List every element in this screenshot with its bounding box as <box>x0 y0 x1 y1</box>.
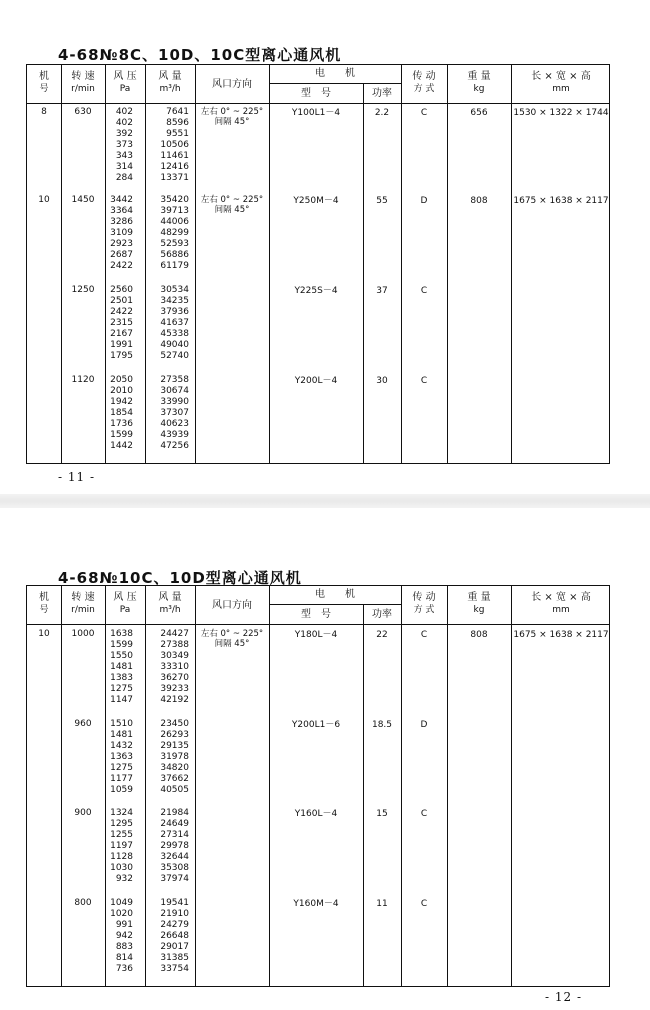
header-dims-line1: 长 × 宽 × 高 <box>531 71 591 82</box>
header-no <box>27 591 61 617</box>
header-no-line2: 号 <box>39 84 49 94</box>
header-pressure-line2: Pa <box>119 84 131 94</box>
motor-power: 15 <box>376 809 388 819</box>
flow-value: 7641 <box>166 107 189 117</box>
header-no-line2: 号 <box>39 605 49 615</box>
fan-no: 10 <box>38 629 50 639</box>
column-divider <box>401 586 402 986</box>
flow-value: 52740 <box>160 351 189 361</box>
pressure-value: 2422 <box>110 261 133 271</box>
flow-value: 21910 <box>160 909 189 919</box>
page-12 <box>0 505 650 1010</box>
column-divider <box>195 586 196 986</box>
motor-sub-divider <box>269 604 401 605</box>
pressure-value: 1795 <box>110 351 133 361</box>
outlet-range: 左右 0° ~ 225° <box>200 195 264 205</box>
flow-value: 45338 <box>160 329 189 339</box>
header-speed <box>61 70 105 96</box>
flow-value: 31385 <box>160 953 189 963</box>
pressure-value: 942 <box>115 931 133 941</box>
pressure-value: 1854 <box>110 408 133 418</box>
motor-model: Y180L－4 <box>294 630 338 640</box>
header-flow-line1: 风 量 <box>158 592 182 603</box>
pressure-value: 1432 <box>110 741 133 751</box>
fan-spec-table <box>26 585 610 987</box>
header-dims <box>511 591 611 617</box>
pressure-list <box>107 719 133 796</box>
pressure-value: 402 <box>115 118 133 128</box>
pressure-value: 1049 <box>110 898 133 908</box>
weight-value: 656 <box>470 108 488 118</box>
flow-list <box>147 195 189 272</box>
motor-model: Y250M－4 <box>293 196 339 206</box>
header-drive <box>401 591 447 617</box>
flow-value: 29017 <box>160 942 189 952</box>
header-drive <box>401 70 447 96</box>
header-no <box>27 70 61 96</box>
header-speed-line1: 转 速 <box>71 71 95 82</box>
flow-value: 39713 <box>160 206 189 216</box>
pressure-value: 343 <box>115 151 133 161</box>
header-no-line1: 机 <box>39 592 49 603</box>
speed-value: 960 <box>74 719 92 729</box>
column-divider <box>195 65 196 463</box>
flow-value: 36270 <box>160 673 189 683</box>
drive-type: C <box>420 108 428 118</box>
flow-value: 27388 <box>160 640 189 650</box>
flow-value: 21984 <box>160 808 189 818</box>
pressure-value: 1736 <box>110 419 133 429</box>
flow-value: 29135 <box>160 741 189 751</box>
pressure-list <box>107 195 133 272</box>
speed-value: 1120 <box>71 375 95 385</box>
weight-value: 808 <box>470 196 488 206</box>
outlet-range: 左右 0° ~ 225° <box>200 629 264 639</box>
pressure-value: 1295 <box>110 819 133 829</box>
outlet-range: 左右 0° ~ 225° <box>200 107 264 117</box>
flow-value: 24427 <box>160 629 189 639</box>
header-pressure-line1: 风 压 <box>113 592 137 603</box>
header-speed-line1: 转 速 <box>71 592 95 603</box>
header-weight-line1: 重 量 <box>467 592 491 603</box>
column-divider <box>447 586 448 986</box>
flow-value: 26293 <box>160 730 189 740</box>
header-drive-line1: 传 动 <box>412 71 436 82</box>
flow-list <box>147 107 189 184</box>
flow-value: 61179 <box>160 261 189 271</box>
flow-value: 33990 <box>160 397 189 407</box>
motor-power: 18.5 <box>371 720 393 730</box>
flow-list <box>147 285 189 362</box>
flow-list <box>147 898 189 975</box>
column-divider <box>105 65 106 463</box>
pressure-value: 392 <box>115 129 133 139</box>
flow-value: 33754 <box>160 964 189 974</box>
dimensions-value: 1530 × 1322 × 1744 <box>513 108 609 118</box>
page-number: - 11 - <box>58 470 96 484</box>
column-divider <box>269 65 270 463</box>
page-11 <box>0 0 650 496</box>
header-outlet: 风口方向 <box>212 600 252 611</box>
pressure-value: 373 <box>115 140 133 150</box>
pressure-value: 1599 <box>110 640 133 650</box>
drive-type: C <box>420 809 428 819</box>
header-dims-line2: mm <box>552 605 570 615</box>
pressure-value: 1275 <box>110 763 133 773</box>
motor-power: 37 <box>376 286 388 296</box>
pressure-value: 314 <box>115 162 133 172</box>
drive-type: D <box>420 720 428 730</box>
flow-list <box>147 629 189 706</box>
drive-type: C <box>420 286 428 296</box>
pressure-value: 932 <box>115 874 133 884</box>
pressure-value: 2315 <box>110 318 133 328</box>
pressure-value: 1383 <box>110 673 133 683</box>
header-drive-line1: 传 动 <box>412 592 436 603</box>
flow-value: 30349 <box>160 651 189 661</box>
pressure-value: 1638 <box>110 629 133 639</box>
header-weight-line2: kg <box>473 84 485 94</box>
header-motor: 电 机 <box>315 589 355 600</box>
column-divider <box>511 65 512 463</box>
column-divider <box>145 586 146 986</box>
flow-value: 37662 <box>160 774 189 784</box>
pressure-value: 1510 <box>110 719 133 729</box>
header-power: 功率 <box>372 609 392 620</box>
pressure-value: 284 <box>115 173 133 183</box>
flow-value: 30674 <box>160 386 189 396</box>
flow-value: 9551 <box>166 129 189 139</box>
weight-value: 808 <box>470 630 488 640</box>
header-weight-line1: 重 量 <box>467 71 491 82</box>
motor-model: Y160M－4 <box>293 899 339 909</box>
flow-value: 42192 <box>160 695 189 705</box>
header-drive-line2: 方 式 <box>413 605 435 615</box>
header-model: 型 号 <box>301 609 331 620</box>
pressure-value: 2923 <box>110 239 133 249</box>
header-flow <box>145 591 195 617</box>
motor-power: 30 <box>376 376 388 386</box>
page-number: - 12 - <box>545 990 583 1004</box>
flow-value: 10506 <box>160 140 189 150</box>
header-pressure <box>105 591 145 617</box>
speed-value: 1450 <box>71 195 95 205</box>
flow-value: 43939 <box>160 430 189 440</box>
column-divider <box>61 65 62 463</box>
column-divider <box>511 586 512 986</box>
fan-no: 10 <box>38 195 50 205</box>
flow-value: 29978 <box>160 841 189 851</box>
flow-value: 26648 <box>160 931 189 941</box>
flow-value: 41637 <box>160 318 189 328</box>
flow-value: 37936 <box>160 307 189 317</box>
header-flow-line2: m³/h <box>159 605 181 615</box>
table-title: 4-68№10C、10D型离心通风机 <box>58 569 302 587</box>
pressure-value: 3286 <box>110 217 133 227</box>
pressure-value: 991 <box>115 920 133 930</box>
flow-value: 40505 <box>160 785 189 795</box>
header-dims-line2: mm <box>552 84 570 94</box>
column-divider <box>145 65 146 463</box>
speed-value: 800 <box>74 898 92 908</box>
flow-value: 48299 <box>160 228 189 238</box>
pressure-value: 1177 <box>110 774 133 784</box>
pressure-value: 814 <box>115 953 133 963</box>
dimensions-value: 1675 × 1638 × 2117 <box>513 630 609 640</box>
header-power: 功率 <box>372 88 392 99</box>
header-weight-line2: kg <box>473 605 485 615</box>
flow-value: 13371 <box>160 173 189 183</box>
motor-model: Y100L1－4 <box>291 108 341 118</box>
flow-value: 27314 <box>160 830 189 840</box>
speed-value: 1250 <box>71 285 95 295</box>
header-dims-line1: 长 × 宽 × 高 <box>531 592 591 603</box>
pressure-value: 1030 <box>110 863 133 873</box>
flow-value: 34235 <box>160 296 189 306</box>
motor-model: Y200L－4 <box>294 376 338 386</box>
pressure-list <box>107 629 133 706</box>
column-divider <box>401 65 402 463</box>
column-divider <box>363 604 364 986</box>
outlet-interval: 间隔 45° <box>214 117 250 127</box>
header-weight <box>447 591 511 617</box>
outlet-interval: 间隔 45° <box>214 639 250 649</box>
pressure-value: 3442 <box>110 195 133 205</box>
column-divider <box>269 586 270 986</box>
dimensions-value: 1675 × 1638 × 2117 <box>513 196 609 206</box>
pressure-value: 2050 <box>110 375 133 385</box>
pressure-value: 2687 <box>110 250 133 260</box>
pressure-list <box>107 898 133 975</box>
column-divider <box>447 65 448 463</box>
flow-value: 35308 <box>160 863 189 873</box>
motor-model: Y200L1－6 <box>291 720 341 730</box>
outlet-interval: 间隔 45° <box>214 205 250 215</box>
pressure-value: 2010 <box>110 386 133 396</box>
pressure-value: 1991 <box>110 340 133 350</box>
motor-power: 2.2 <box>374 108 390 118</box>
flow-value: 11461 <box>160 151 189 161</box>
pressure-value: 402 <box>115 107 133 117</box>
flow-value: 30534 <box>160 285 189 295</box>
speed-value: 1000 <box>71 629 95 639</box>
pressure-value: 3364 <box>110 206 133 216</box>
flow-value: 31978 <box>160 752 189 762</box>
header-flow-line2: m³/h <box>159 84 181 94</box>
header-flow-line1: 风 量 <box>158 71 182 82</box>
header-speed <box>61 591 105 617</box>
flow-value: 8596 <box>166 118 189 128</box>
header-speed-line2: r/min <box>71 605 95 615</box>
fan-spec-table <box>26 64 610 464</box>
drive-type: C <box>420 630 428 640</box>
flow-value: 52593 <box>160 239 189 249</box>
flow-value: 56886 <box>160 250 189 260</box>
motor-power: 55 <box>376 196 388 206</box>
flow-value: 40623 <box>160 419 189 429</box>
header-no-line1: 机 <box>39 71 49 82</box>
flow-list <box>147 719 189 796</box>
pressure-value: 2560 <box>110 285 133 295</box>
header-divider <box>27 103 609 104</box>
column-divider <box>363 83 364 463</box>
header-model: 型 号 <box>301 88 331 99</box>
motor-sub-divider <box>269 83 401 84</box>
fan-no: 8 <box>41 107 47 117</box>
pressure-value: 883 <box>115 942 133 952</box>
pressure-value: 1481 <box>110 662 133 672</box>
flow-value: 19541 <box>160 898 189 908</box>
outlet-direction <box>197 107 267 127</box>
pressure-value: 1059 <box>110 785 133 795</box>
flow-value: 24279 <box>160 920 189 930</box>
flow-value: 44006 <box>160 217 189 227</box>
header-pressure <box>105 70 145 96</box>
flow-value: 23450 <box>160 719 189 729</box>
header-flow <box>145 70 195 96</box>
pressure-value: 1020 <box>110 909 133 919</box>
flow-value: 33310 <box>160 662 189 672</box>
header-dims <box>511 70 611 96</box>
pressure-list <box>107 285 133 362</box>
flow-value: 12416 <box>160 162 189 172</box>
pressure-list <box>107 107 133 184</box>
drive-type: C <box>420 376 428 386</box>
table-title: 4-68№8C、10D、10C型离心通风机 <box>58 46 342 64</box>
pressure-value: 1599 <box>110 430 133 440</box>
pressure-value: 1481 <box>110 730 133 740</box>
header-motor: 电 机 <box>315 68 355 79</box>
pressure-value: 2422 <box>110 307 133 317</box>
flow-value: 39233 <box>160 684 189 694</box>
flow-list <box>147 375 189 452</box>
motor-power: 22 <box>376 630 388 640</box>
header-pressure-line1: 风 压 <box>113 71 137 82</box>
pressure-value: 1128 <box>110 852 133 862</box>
pressure-value: 2167 <box>110 329 133 339</box>
pressure-value: 1550 <box>110 651 133 661</box>
flow-value: 35420 <box>160 195 189 205</box>
pressure-value: 736 <box>115 964 133 974</box>
pressure-value: 1363 <box>110 752 133 762</box>
header-speed-line2: r/min <box>71 84 95 94</box>
header-pressure-line2: Pa <box>119 605 131 615</box>
header-outlet: 风口方向 <box>212 79 252 90</box>
flow-value: 32644 <box>160 852 189 862</box>
pressure-value: 1197 <box>110 841 133 851</box>
pressure-value: 1275 <box>110 684 133 694</box>
drive-type: C <box>420 899 428 909</box>
flow-value: 37974 <box>160 874 189 884</box>
drive-type: D <box>420 196 428 206</box>
column-divider <box>61 586 62 986</box>
motor-power: 11 <box>376 899 388 909</box>
motor-model: Y160L－4 <box>294 809 338 819</box>
pressure-list <box>107 808 133 885</box>
speed-value: 630 <box>74 107 92 117</box>
pressure-value: 3109 <box>110 228 133 238</box>
flow-list <box>147 808 189 885</box>
speed-value: 900 <box>74 808 92 818</box>
header-weight <box>447 70 511 96</box>
pressure-value: 1324 <box>110 808 133 818</box>
outlet-direction <box>197 629 267 649</box>
pressure-value: 1255 <box>110 830 133 840</box>
pressure-value: 1942 <box>110 397 133 407</box>
flow-value: 47256 <box>160 441 189 451</box>
pressure-value: 2501 <box>110 296 133 306</box>
motor-model: Y225S－4 <box>294 286 338 296</box>
pressure-value: 1147 <box>110 695 133 705</box>
flow-value: 37307 <box>160 408 189 418</box>
flow-value: 27358 <box>160 375 189 385</box>
outlet-direction <box>197 195 267 215</box>
flow-value: 24649 <box>160 819 189 829</box>
flow-value: 34820 <box>160 763 189 773</box>
pressure-list <box>107 375 133 452</box>
pressure-value: 1442 <box>110 441 133 451</box>
header-drive-line2: 方 式 <box>413 84 435 94</box>
header-divider <box>27 624 609 625</box>
column-divider <box>105 586 106 986</box>
flow-value: 49040 <box>160 340 189 350</box>
